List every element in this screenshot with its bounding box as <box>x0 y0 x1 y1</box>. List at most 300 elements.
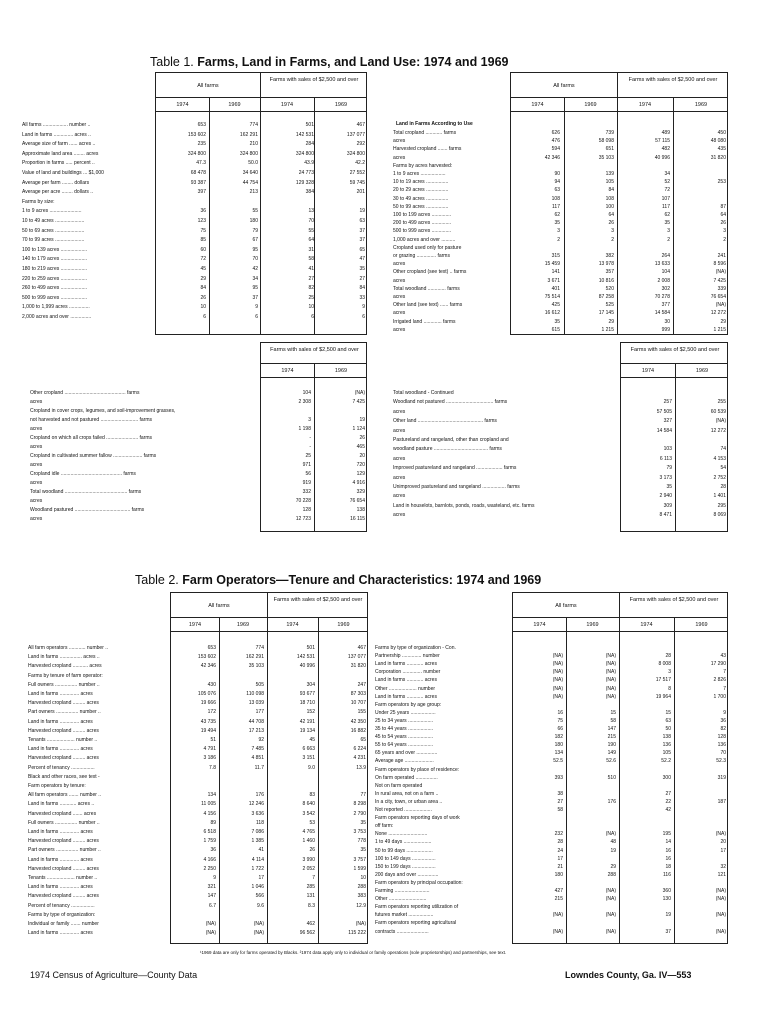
row-label: Land in farms .............. acres <box>28 829 93 835</box>
table-cell: 215 <box>607 734 616 741</box>
table-cell: 31 <box>308 246 314 253</box>
row-label: Land in houselots, barnlots, ponds, roads, wasteland, etc. farms <box>393 502 535 509</box>
table-cell: (NA) <box>715 912 726 919</box>
table-cell: 19 <box>359 208 365 215</box>
row-label: Farms by tenure of farm operator: <box>28 672 103 679</box>
row-label: Farms by size: <box>22 198 55 205</box>
table-cell: 2 008 <box>657 277 670 284</box>
table-cell: 13 633 <box>654 261 670 268</box>
row-label: All farm operators ....... number .. <box>28 792 102 799</box>
table-cell: 105 <box>605 179 614 186</box>
table-cell: 172 <box>207 709 216 716</box>
table-cell: 6 224 <box>353 746 366 753</box>
table-cell: 50 <box>665 726 671 732</box>
row-label: Part owners ................ number .. <box>28 847 101 854</box>
row-label: Land in farms ............ acres .. <box>28 801 95 808</box>
table-cell: 25 <box>305 453 311 459</box>
table-cell: 153 602 <box>197 654 216 661</box>
table1-left-col-sales: Farms with sales of $2,500 and over <box>269 77 359 83</box>
table-cell: 82 <box>720 726 726 732</box>
table-cell: (NA) <box>715 269 726 276</box>
table-cell: 64 <box>720 212 726 218</box>
table-cell: 12 246 <box>248 801 264 808</box>
table-cell: 41 <box>258 847 264 854</box>
table-cell: 315 <box>551 253 560 259</box>
row-label: 500 to 999 acres .............. <box>393 228 452 235</box>
table-cell: 83 <box>309 792 315 799</box>
table-cell: 64 <box>308 237 314 244</box>
row-label: acres <box>393 427 406 434</box>
table-cell: 35 <box>666 484 672 490</box>
table-cell: 43 <box>720 653 726 660</box>
table-cell: 309 <box>663 502 672 509</box>
table-cell: 92 <box>258 737 264 743</box>
table-cell: 284 <box>305 141 314 148</box>
row-label: Unimproved pastureland and rangeland ................. farms <box>393 484 520 490</box>
table-cell: (NA) <box>605 896 616 903</box>
table-cell: 93 677 <box>299 691 315 697</box>
table-cell: 136 <box>717 742 726 749</box>
table-cell: 501 <box>306 645 315 651</box>
table-cell: 594 <box>551 146 560 153</box>
row-label: Irrigated land ............. farms <box>393 318 456 325</box>
table-cell: 255 <box>717 399 726 406</box>
table1-number: Table 1. <box>150 55 194 69</box>
table-cell: 67 <box>252 237 258 244</box>
table-cell: 10 <box>360 875 366 881</box>
table-cell: 104 <box>302 390 311 396</box>
row-label: Farm operators by age group: <box>375 701 442 708</box>
row-label: Land in farms .............. acres <box>28 856 93 863</box>
table-cell: (NA) <box>354 390 365 396</box>
table-cell: 48 080 <box>710 138 726 145</box>
table-cell: 1 722 <box>251 865 264 872</box>
table-cell: 142 531 <box>295 131 314 138</box>
row-label: acres <box>30 444 43 450</box>
table-cell: 919 <box>302 480 311 486</box>
row-label: Land in farms .............. acres <box>28 746 93 753</box>
table-cell: 94 <box>554 179 560 186</box>
table-cell: 84 <box>200 285 206 292</box>
table-cell: 653 <box>207 645 216 651</box>
table-cell: 1 046 <box>251 884 264 891</box>
row-label: Partnership .............. number <box>375 653 440 660</box>
table-cell: (NA) <box>552 677 563 684</box>
table-cell: 33 <box>359 294 365 301</box>
year-label: 1969 <box>694 102 708 108</box>
table-cell: 3 671 <box>547 277 560 284</box>
row-label: Proportion in farms ..... percent .. <box>22 160 95 167</box>
row-label: 140 to 179 acres ................... <box>22 256 88 263</box>
table-cell: (NA) <box>715 831 726 838</box>
row-label: In rural area, not on a farm .. <box>375 790 439 797</box>
row-label: Land in farms ............ acres <box>375 677 437 684</box>
table-cell: (NA) <box>715 896 726 903</box>
table-cell: 118 <box>256 819 264 826</box>
table-cell: 56 <box>305 471 311 477</box>
table-cell: 3 <box>557 228 560 235</box>
table-cell: (NA) <box>605 912 616 919</box>
table-cell: 324 800 <box>295 150 314 157</box>
table-cell: 74 <box>720 446 726 453</box>
table-cell: 84 <box>608 187 614 194</box>
year-label: 1974 <box>640 622 653 628</box>
table-cell: 774 <box>249 122 258 128</box>
table-cell: 48 <box>610 839 616 846</box>
row-label: Harvested cropland ....... acres <box>28 810 97 817</box>
table-cell: 7 086 <box>251 829 264 835</box>
table-cell: 8 298 <box>353 801 366 808</box>
table-cell: 52.5 <box>553 758 563 765</box>
table2-number: Table 2. <box>135 573 179 587</box>
table-cell: 7 485 <box>251 746 264 753</box>
table-cell: 31 820 <box>350 663 366 670</box>
year-label: 1974 <box>188 622 202 628</box>
row-label: All farms .................. number .. <box>22 122 91 128</box>
table-cell: 176 <box>607 798 616 805</box>
table-cell: 72 <box>200 256 206 263</box>
table-cell: 3 <box>667 228 670 235</box>
table-cell: 971 <box>302 462 311 468</box>
table-cell: 6.7 <box>209 902 216 909</box>
row-label: 220 to 259 acres ................... <box>22 275 88 282</box>
table-cell: 8 640 <box>302 801 315 808</box>
table2-right-col-sales: Farms with sales of $2,500 and over <box>629 597 719 603</box>
table-cell: 35 <box>554 220 560 227</box>
year-label: 1974 <box>280 102 294 108</box>
row-label: acres <box>393 310 406 317</box>
table-cell: 62 <box>664 212 670 218</box>
table-cell: 257 <box>663 399 672 406</box>
table-cell: 1 599 <box>353 865 366 872</box>
table-cell: 28 <box>720 484 726 490</box>
table-cell: 123 <box>197 218 206 224</box>
table-cell: 54 <box>720 465 726 472</box>
row-label: Tenants .................... number .. <box>28 737 98 743</box>
table-cell: 75 <box>557 717 563 724</box>
table-cell: 55 <box>308 227 314 234</box>
table-cell: 139 <box>605 171 614 177</box>
table-cell: 357 <box>605 269 614 276</box>
table-cell: 10 707 <box>350 700 366 707</box>
table-cell: 3 173 <box>659 474 672 481</box>
row-label: acres <box>393 408 406 415</box>
row-label: Farm operators by principal occupation: <box>375 879 463 886</box>
table-cell: 136 <box>662 742 671 749</box>
row-label: Average age ..................... <box>375 758 434 765</box>
table-cell: 128 <box>717 734 726 741</box>
table-cell: (NA) <box>355 921 366 927</box>
table-cell: 44 754 <box>242 179 258 186</box>
year-label: 1969 <box>695 368 709 374</box>
table-cell: 195 <box>662 831 671 838</box>
table-cell: 34 <box>252 275 258 282</box>
table-cell: 13 039 <box>248 700 264 707</box>
table-cell: 489 <box>661 130 670 136</box>
table-cell: 235 <box>197 141 206 148</box>
table-cell: 2 <box>723 236 726 243</box>
table-cell: 153 602 <box>187 131 206 138</box>
table-cell: 27 <box>308 275 314 282</box>
table-cell: 14 <box>665 839 671 846</box>
table-cell: 430 <box>207 681 216 688</box>
table-cell: 138 <box>662 734 671 741</box>
table-cell: 42 <box>665 807 671 813</box>
table-cell: 247 <box>357 681 366 688</box>
table-cell: 360 <box>662 888 671 894</box>
row-label: In a city, town, or urban area .. <box>375 798 443 805</box>
table-cell: 232 <box>554 831 563 838</box>
table-cell: 134 <box>554 750 563 757</box>
table-cell: 3 757 <box>353 856 366 863</box>
table-cell: 11.7 <box>254 764 264 771</box>
table-cell: 7 <box>723 685 726 692</box>
row-label: 20 to 29 acres ................ <box>393 187 449 194</box>
row-label: contracts ....................... <box>375 928 429 935</box>
table-cell: 7 <box>723 669 726 676</box>
row-label: Individual or family ....... number <box>28 921 99 927</box>
row-label: Woodland not pastured .................................. farms <box>393 399 508 406</box>
row-label: acres <box>393 154 406 161</box>
table-cell: 26 <box>309 847 315 854</box>
row-label: or grazing .............. farms <box>393 253 450 259</box>
row-label: acres <box>393 474 406 481</box>
table-cell: 35 103 <box>248 663 264 670</box>
table2-left-col-sales: Farms with sales of $2,500 and over <box>273 597 363 603</box>
row-label: Farms by type of organization - Con. <box>375 645 456 651</box>
row-label: 10 to 19 acres ................ <box>393 179 449 186</box>
table-cell: 302 <box>661 285 670 292</box>
table-cell: 35 <box>359 266 365 272</box>
table-cell: 42 350 <box>350 718 366 725</box>
table-cell: 651 <box>605 146 614 153</box>
table-cell: 21 <box>557 863 563 870</box>
table-cell: 44 708 <box>248 718 264 725</box>
table-cell: 329 <box>356 489 365 495</box>
table-cell: 17 517 <box>655 677 671 684</box>
table-cell: 264 <box>661 253 670 259</box>
table-cell: 70 <box>252 256 258 263</box>
table-cell: 76 654 <box>349 498 365 504</box>
table-cell: (NA) <box>552 661 563 668</box>
row-label: Land in farms .............. acres <box>28 884 93 891</box>
table-cell: 29 <box>610 863 616 870</box>
table-cell: 288 <box>357 884 366 891</box>
row-label: Farms by acres harvested: <box>393 162 453 169</box>
table-cell: 201 <box>356 189 365 196</box>
table-cell: 324 800 <box>239 150 258 157</box>
year-label: 1969 <box>584 102 597 108</box>
row-label: Woodland pastured ........................................ farms <box>30 507 145 513</box>
row-label: Improved pastureland and rangeland ................... farms <box>393 465 517 472</box>
row-label: Cropland idle ............................................ farms <box>30 471 136 477</box>
row-label: acres <box>393 493 406 500</box>
table-cell: 19 <box>665 912 671 919</box>
table-cell: - <box>309 444 311 450</box>
row-label: Harvested cropland ......... acres <box>28 755 99 762</box>
table-cell: 525 <box>605 302 614 309</box>
table-cell: 295 <box>717 502 726 509</box>
table-cell: 12 272 <box>710 310 726 317</box>
table-cell: 501 <box>305 122 314 128</box>
row-label: Percent of tenancy ................. <box>28 764 95 771</box>
table-cell: 2 052 <box>302 865 315 872</box>
row-label: 500 to 999 acres ................... <box>22 294 88 301</box>
table-cell: 6 <box>362 314 365 320</box>
table-cell: 96 562 <box>299 930 315 937</box>
year-label: 1969 <box>337 622 350 628</box>
table-cell: 6 <box>311 314 314 320</box>
table-cell: (NA) <box>605 685 616 692</box>
table-cell: 16 882 <box>350 727 366 734</box>
table-cell: 1 385 <box>251 838 264 845</box>
row-label: 100 to 149 days ................. <box>375 855 436 862</box>
table-cell: 63 <box>665 717 671 724</box>
table-cell: 26 <box>359 435 365 441</box>
table1-title-text: Farms, Land in Farms, and Land Use: 1974 and 1969 <box>197 55 509 69</box>
table-cell: 75 514 <box>544 294 560 300</box>
table-cell: 27 <box>557 798 563 805</box>
row-label: Farms by type of organization: <box>28 911 96 918</box>
table-cell: 15 459 <box>544 261 560 268</box>
row-label: futures market .................. <box>375 912 434 919</box>
table-cell: 24 <box>557 847 563 854</box>
table-cell: 116 <box>663 871 671 878</box>
table-cell: 8.3 <box>308 902 315 909</box>
table-cell: 137 077 <box>347 654 366 661</box>
table-cell: 653 <box>197 122 206 128</box>
table-cell: 177 <box>255 709 264 716</box>
table-cell: 31 820 <box>710 154 726 161</box>
table-cell: 213 <box>249 189 258 196</box>
table-cell: 59 745 <box>349 179 365 186</box>
row-label: Other cropland ............................................ farms <box>30 390 140 396</box>
table-cell: 2 826 <box>713 677 726 684</box>
row-label: 10 to 49 acres ..................... <box>22 218 85 224</box>
row-label: 180 to 219 acres ................... <box>22 266 88 272</box>
row-label: Tenants .................... number .. <box>28 875 98 881</box>
table-cell: 626 <box>551 130 560 136</box>
row-label: 25 to 34 years .................. <box>375 717 434 724</box>
table-cell: 3 <box>723 228 726 235</box>
table-cell: 190 <box>607 742 616 749</box>
table-cell: 30 <box>664 318 670 325</box>
table-cell: 13.9 <box>356 764 366 771</box>
row-label: Other ........................... <box>375 896 427 903</box>
table-cell: 182 <box>554 734 563 741</box>
table-cell: 53 <box>309 819 315 826</box>
table-cell: 462 <box>306 921 315 927</box>
year-label: 1974 <box>533 622 546 628</box>
table-cell: 142 531 <box>296 654 315 661</box>
table-cell: 37 <box>359 227 365 234</box>
table-cell: 19 <box>359 417 365 423</box>
table-cell: 26 <box>720 220 726 227</box>
table-cell: 300 <box>662 774 671 781</box>
table-cell: 1 759 <box>203 838 216 845</box>
table-cell: 27 <box>665 790 671 797</box>
table-cell: 1 198 <box>298 426 311 432</box>
table-cell: 40 996 <box>299 663 315 670</box>
table-cell: 1 460 <box>302 838 315 845</box>
table-cell: 25 <box>308 294 314 301</box>
table-cell: 241 <box>717 253 726 259</box>
row-label: Cropland in cover crops, legumes, and soil-improvement grasses, <box>30 408 176 414</box>
table-cell: 9 <box>723 709 726 716</box>
table-cell: 321 <box>207 884 216 891</box>
table-cell: 720 <box>356 462 365 468</box>
table-cell: 7 425 <box>352 399 365 405</box>
table-cell: 100 <box>605 203 614 210</box>
table-cell: 2 <box>557 236 560 243</box>
table-cell: 4 231 <box>353 755 366 762</box>
table-cell: 339 <box>717 285 726 292</box>
row-label: Full owners ................ number .. <box>28 819 100 826</box>
table-cell: (NA) <box>552 653 563 660</box>
table-cell: 117 <box>552 203 560 210</box>
row-label: Land in farms .............. acres .. <box>22 131 91 138</box>
row-label: 70 to 99 acres ..................... <box>22 237 85 244</box>
row-label: Other cropland (see text) .. farms <box>393 269 467 276</box>
row-label: Pastureland and rangeland, other than cropland and <box>393 437 509 443</box>
table-cell: 9.0 <box>308 764 315 771</box>
table-cell: (NA) <box>552 693 563 700</box>
year-label: 1969 <box>334 368 348 374</box>
row-label: Average per acre ........ dollars .. <box>22 189 94 196</box>
row-label: Land in farms .............. acres <box>28 691 93 697</box>
table-cell: 3 636 <box>251 810 264 817</box>
table-cell: 774 <box>255 645 264 651</box>
table-cell: 70 <box>308 218 314 224</box>
table-cell: 1 401 <box>713 493 726 500</box>
table-cell: 34 640 <box>242 170 258 176</box>
table-cell: 34 <box>664 171 670 177</box>
table-cell: 10 <box>200 304 206 311</box>
table-cell: 131 <box>306 893 315 900</box>
table-cell: 162 291 <box>239 131 258 138</box>
table-cell: 141 <box>551 269 560 276</box>
table-cell: 4 851 <box>251 755 264 762</box>
table1-title <box>150 55 508 69</box>
table-cell: 304 <box>306 681 315 688</box>
row-label: acres <box>30 426 43 432</box>
table-cell: 18 <box>665 863 671 870</box>
table-cell: 324 800 <box>187 150 206 157</box>
table-cell: 75 <box>200 227 206 234</box>
row-label: 1 to 49 days .................... <box>375 839 432 846</box>
table-cell: (NA) <box>605 669 616 676</box>
table-cell: 27 <box>359 275 365 282</box>
row-label: Land in farms .............. acres <box>28 718 93 725</box>
table2-right-col-all: All farms <box>555 603 577 609</box>
table-cell: 2 940 <box>659 493 672 500</box>
row-label: 260 to 499 acres ................... <box>22 285 88 292</box>
row-label: acres <box>393 455 406 462</box>
table-cell: 4 765 <box>302 829 315 835</box>
table-cell: 215 <box>554 896 563 903</box>
table-cell: 9 <box>362 304 365 311</box>
table-cell: 117 <box>662 203 670 210</box>
table-cell: 149 <box>607 750 616 757</box>
row-label: Land in farms ............ acres <box>375 693 437 700</box>
table-cell: 13 978 <box>598 261 614 268</box>
table-cell: 324 800 <box>346 150 365 157</box>
table-cell: 108 <box>551 195 560 202</box>
table-cell: 42 191 <box>299 718 315 725</box>
row-label: Under 25 years .................. <box>375 709 436 716</box>
table-cell: 615 <box>551 326 560 333</box>
table1-right-col-sales: Farms with sales of $2,500 and over <box>628 77 718 83</box>
